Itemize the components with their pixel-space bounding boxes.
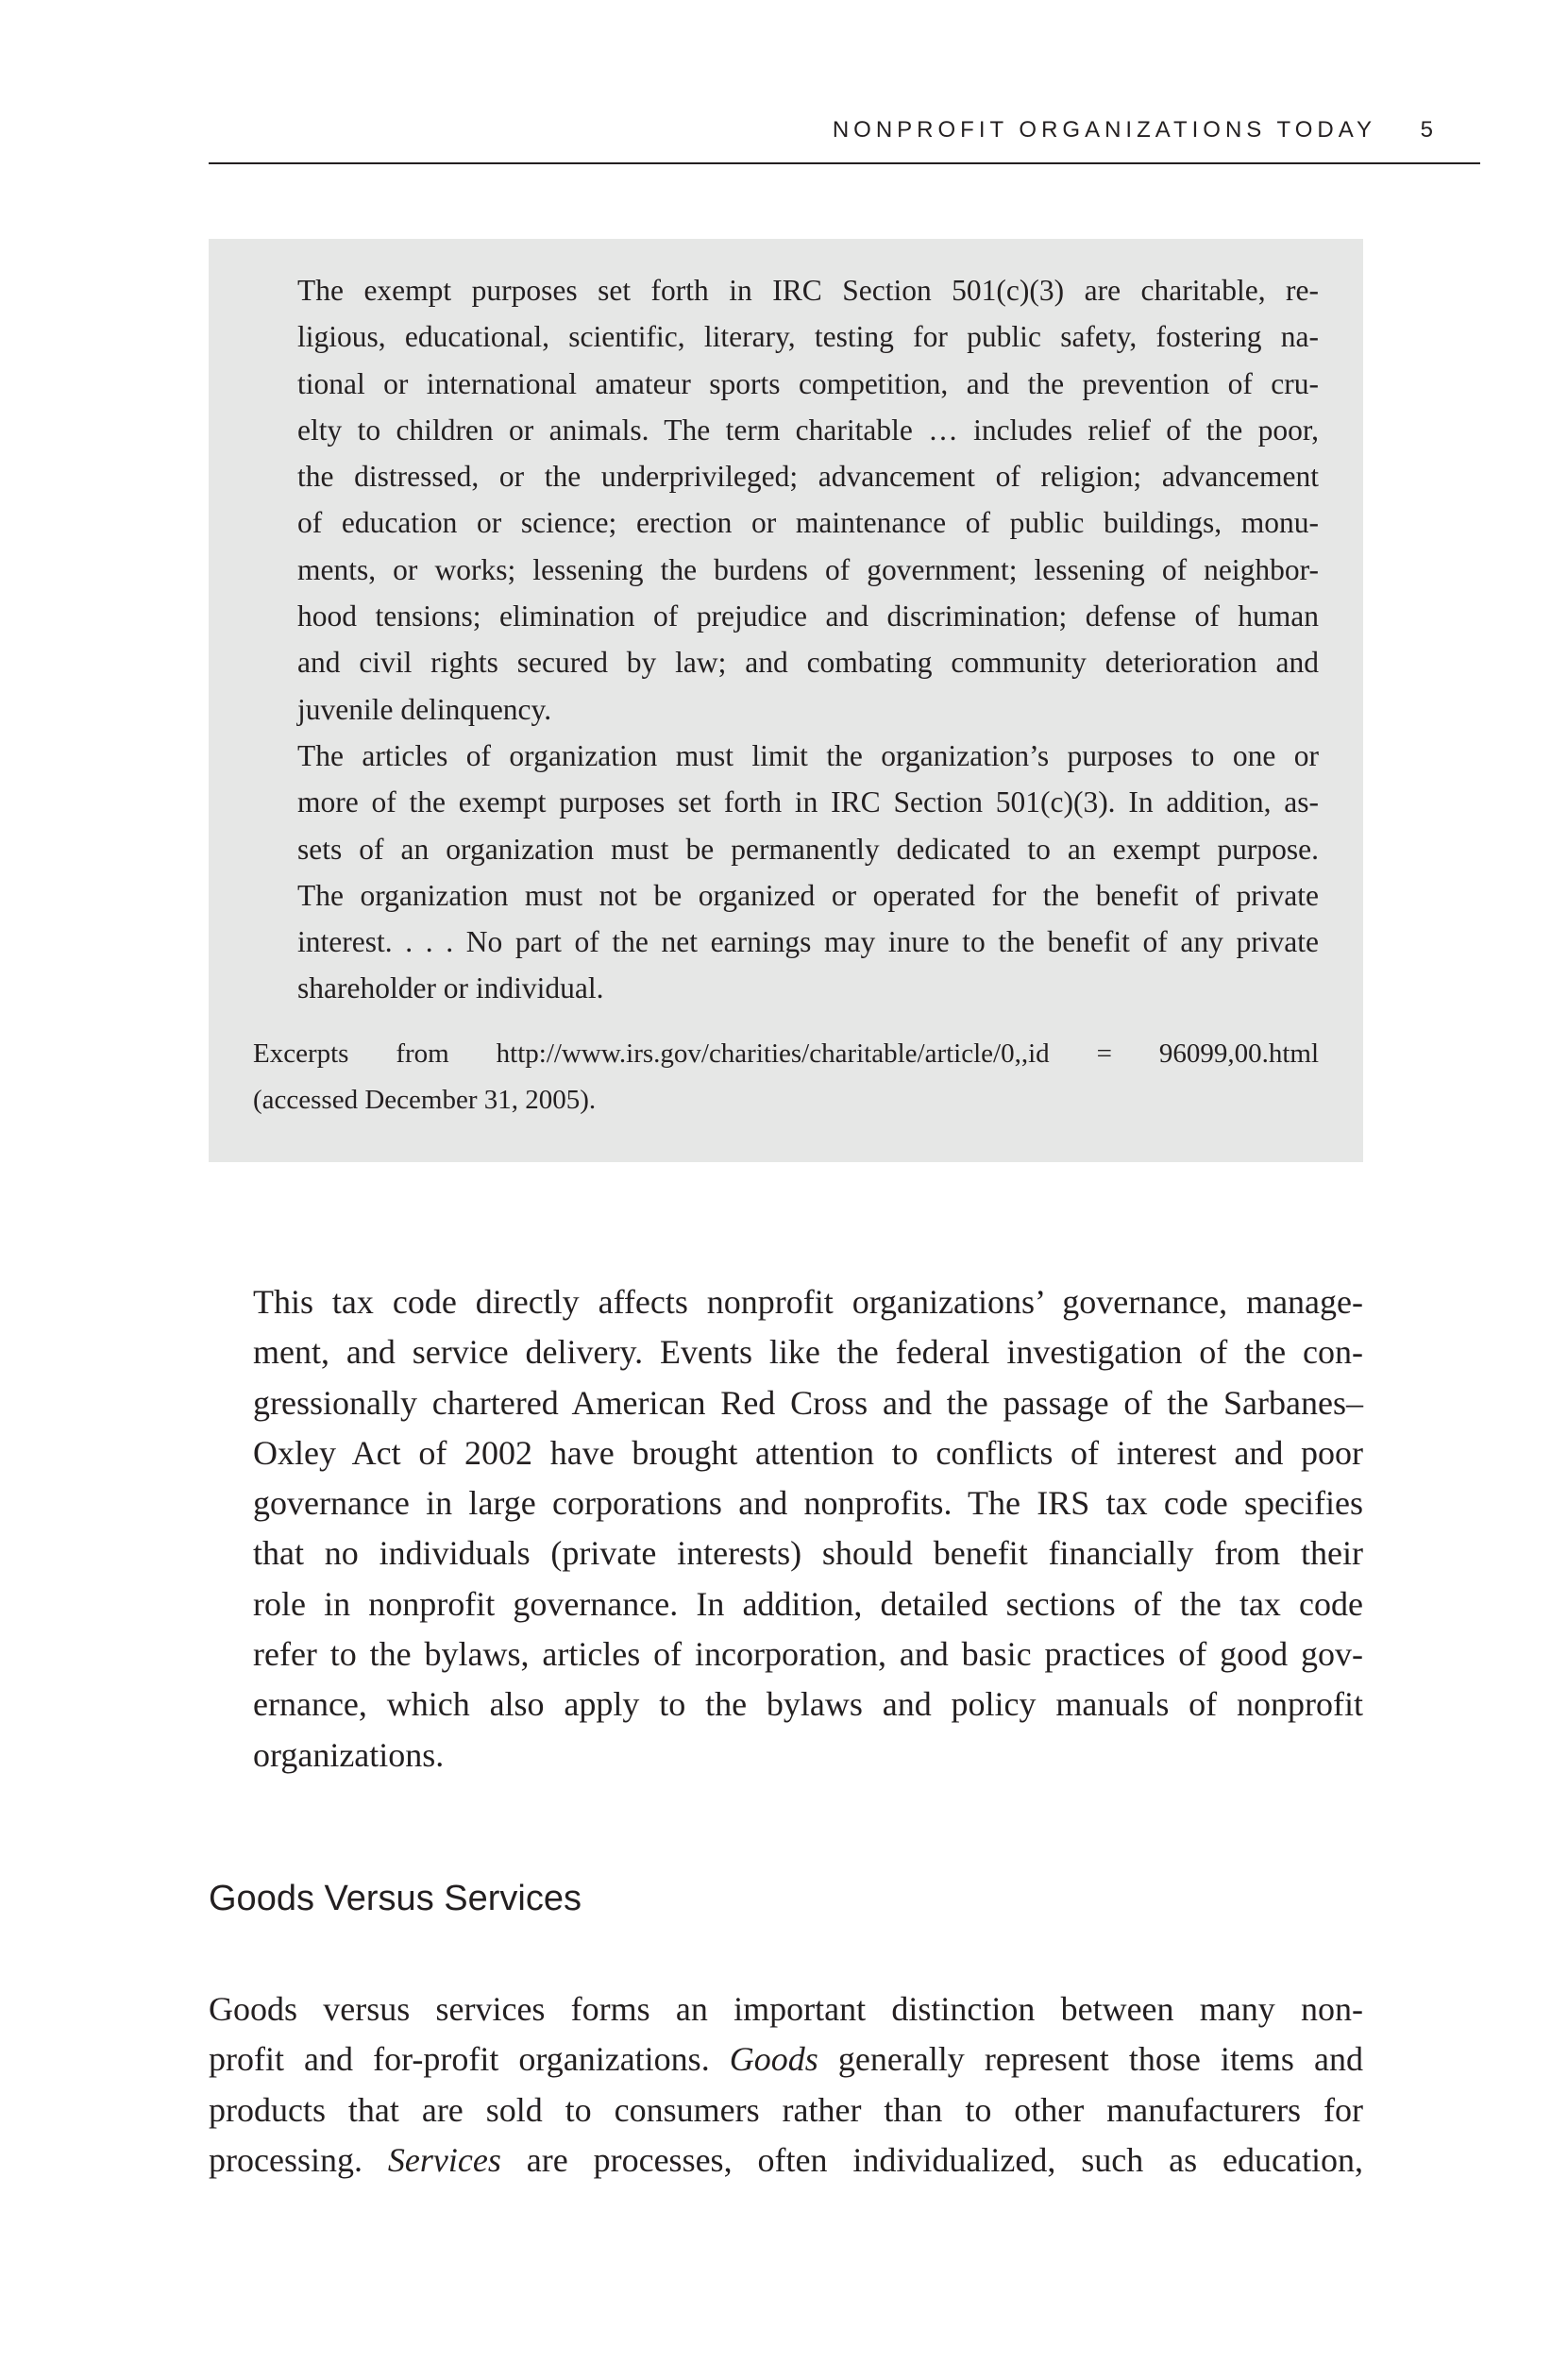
text-line <box>209 2135 1363 2186</box>
text-line: refer to the bylaws, articles of incorporation, and basic practices of good gov- <box>253 1635 1363 1674</box>
text-line: role in nonprofit governance. In addition, detailed sections of the tax code <box>253 1584 1363 1623</box>
text-line <box>209 2034 1363 2085</box>
emphasis-services: Services <box>387 2140 501 2179</box>
running-head <box>209 111 1480 164</box>
text-line: tional or international amateur sports competition, and the prevention of cru- <box>297 366 1319 400</box>
body-paragraph-tax-code <box>209 1277 1363 1781</box>
text-line: ment, and service delivery. Events like the federal investigation of the con- <box>253 1333 1363 1372</box>
page-number: 5 <box>1420 117 1433 143</box>
text-line: products that are sold to consumers rather than to other manufacturers for <box>209 2090 1363 2129</box>
text-line: organizations. <box>253 1735 445 1774</box>
running-head-title: NONPROFIT ORGANIZATIONS TODAY <box>832 117 1376 143</box>
text-line: The exempt purposes set forth in IRC Section 501(c)(3) are charitable, re- <box>297 274 1319 307</box>
text-line: the distressed, or the underprivileged; advancement of religion; advancement <box>297 460 1319 494</box>
text-line: This tax code directly affects nonprofit organizations’ governance, manage- <box>253 1283 1363 1321</box>
text-line: Goods versus services forms an important distinction between many non- <box>209 1990 1363 2028</box>
paragraph <box>209 1984 1363 2186</box>
text-line: hood tensions; elimination of prejudice and discrimination; defense of human <box>297 599 1319 633</box>
irs-excerpt-box <box>209 239 1363 1162</box>
body-paragraph-goods-services <box>209 1984 1363 2186</box>
text-line: The organization must not be organized or operated for the benefit of private <box>297 878 1319 912</box>
text-run: profit and for-profit organizations. <box>209 2040 730 2079</box>
text-line: (accessed December 31, 2005). <box>253 1084 597 1115</box>
text-line: of education or science; erection or maintenance of public buildings, monu- <box>297 506 1319 540</box>
text-line: ligious, educational, scientific, literary, testing for public safety, fostering na- <box>297 320 1319 354</box>
text-line: juvenile delinquency. <box>297 692 552 726</box>
text-line: governance in large corporations and nonprofits. The IRS tax code specifies <box>253 1484 1363 1523</box>
text-line: The articles of organization must limit the organization’s purposes to one or <box>297 738 1319 772</box>
text-run: are processes, often individualized, such as education, <box>500 2140 1363 2179</box>
text-line: that no individuals (private interests) should benefit financially from their <box>253 1534 1363 1573</box>
text-line: more of the exempt purposes set forth in IRC Section 501(c)(3). In addition, as- <box>297 785 1319 819</box>
excerpt-paragraph-2 <box>253 733 1319 1012</box>
text-run: generally represent those items and <box>818 2040 1363 2079</box>
text-line: Excerpts from http://www.irs.gov/charities/charitable/article/0,,id = 96099,00.html <box>253 1038 1319 1069</box>
excerpt-paragraph-1 <box>253 267 1319 733</box>
text-line: ernance, which also apply to the bylaws and policy manuals of nonprofit <box>253 1685 1363 1724</box>
emphasis-goods: Goods <box>729 2040 818 2079</box>
text-line: elty to children or animals. The term charitable … includes relief of the poor, <box>297 413 1319 447</box>
text-line: interest. . . . No part of the net earnings may inure to the benefit of any private <box>297 925 1319 959</box>
section-heading: Goods Versus Services <box>209 1879 582 1918</box>
text-line: gressionally chartered American Red Cross and the passage of the Sarbanes– <box>253 1383 1363 1422</box>
text-line: ments, or works; lessening the burdens of government; lessening of neighbor- <box>297 552 1319 586</box>
text-line: and civil rights secured by law; and combating community deterioration and <box>297 646 1319 680</box>
text-run: processing. <box>209 2140 388 2179</box>
text-line: sets of an organization must be permanently dedicated to an exempt purpose. <box>297 832 1319 866</box>
text-line: shareholder or individual. <box>297 971 604 1005</box>
text-line: Oxley Act of 2002 have brought attention to conflicts of interest and poor <box>253 1433 1363 1472</box>
paragraph <box>209 1277 1363 1781</box>
excerpt-source-citation <box>253 1031 1319 1123</box>
